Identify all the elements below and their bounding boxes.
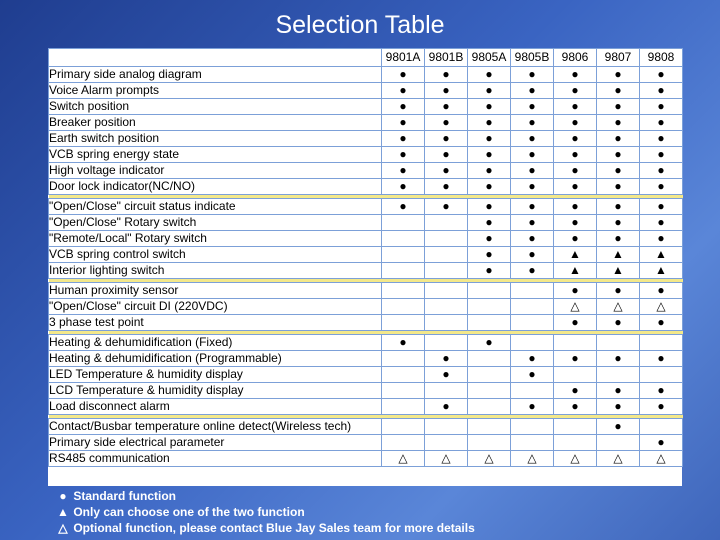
empty-cell xyxy=(468,283,511,299)
empty-cell xyxy=(382,367,425,383)
feature-label: Heating & dehumidification (Fixed) xyxy=(49,335,382,351)
optional-function-icon: △ xyxy=(468,451,511,467)
standard-function-icon: ● xyxy=(597,115,640,131)
choose-one-icon: ▲ xyxy=(597,247,640,263)
header-feature-column xyxy=(49,49,382,67)
empty-cell xyxy=(640,419,683,435)
table-row xyxy=(49,163,683,179)
standard-function-icon: ● xyxy=(511,351,554,367)
empty-cell xyxy=(382,231,425,247)
standard-function-icon: ● xyxy=(425,131,468,147)
standard-function-icon: ● xyxy=(468,179,511,195)
feature-label: "Open/Close" circuit status indicate xyxy=(49,199,382,215)
choose-one-icon: ▲ xyxy=(554,263,597,279)
table-row xyxy=(49,179,683,195)
standard-function-icon: ● xyxy=(511,147,554,163)
table-row xyxy=(49,215,683,231)
table-header-row xyxy=(49,49,683,67)
table-row xyxy=(49,67,683,83)
empty-cell xyxy=(425,419,468,435)
table-row xyxy=(49,199,683,215)
table-row xyxy=(49,299,683,315)
table-row xyxy=(49,83,683,99)
empty-cell xyxy=(382,283,425,299)
feature-label: Interior lighting switch xyxy=(49,263,382,279)
standard-function-icon: ● xyxy=(511,399,554,415)
empty-cell xyxy=(554,435,597,451)
empty-cell xyxy=(511,335,554,351)
table-row xyxy=(49,335,683,351)
optional-function-icon: △ xyxy=(640,299,683,315)
standard-function-icon: ● xyxy=(554,215,597,231)
empty-cell xyxy=(468,367,511,383)
feature-label: VCB spring control switch xyxy=(49,247,382,263)
column-header: 9801A xyxy=(382,49,425,67)
standard-function-icon: ● xyxy=(382,335,425,351)
standard-function-icon: ● xyxy=(511,99,554,115)
feature-label: 3 phase test point xyxy=(49,315,382,331)
empty-cell xyxy=(425,215,468,231)
standard-function-icon: ● xyxy=(511,163,554,179)
empty-cell xyxy=(511,299,554,315)
standard-function-icon: ● xyxy=(597,399,640,415)
standard-function-icon: ● xyxy=(511,199,554,215)
standard-function-icon: ● xyxy=(554,83,597,99)
standard-function-icon: ● xyxy=(640,199,683,215)
empty-cell xyxy=(425,335,468,351)
standard-function-icon: ● xyxy=(554,67,597,83)
feature-label: VCB spring energy state xyxy=(49,147,382,163)
empty-cell xyxy=(597,335,640,351)
optional-function-icon: △ xyxy=(640,451,683,467)
optional-function-icon: △ xyxy=(511,451,554,467)
standard-function-icon: ● xyxy=(425,179,468,195)
table-row xyxy=(49,451,683,467)
empty-cell xyxy=(511,283,554,299)
standard-function-icon: ● xyxy=(425,115,468,131)
table-row xyxy=(49,367,683,383)
standard-function-icon: ● xyxy=(511,115,554,131)
choose-one-icon: ▲ xyxy=(640,247,683,263)
table-row xyxy=(49,351,683,367)
table-row xyxy=(49,99,683,115)
selection-table xyxy=(48,48,683,467)
feature-label: "Open/Close" Rotary switch xyxy=(49,215,382,231)
feature-label: Switch position xyxy=(49,99,382,115)
table-row xyxy=(49,115,683,131)
empty-cell xyxy=(425,231,468,247)
feature-label: "Open/Close" circuit DI (220VDC) xyxy=(49,299,382,315)
choose-one-icon: ▲ xyxy=(640,263,683,279)
standard-function-icon: ● xyxy=(554,351,597,367)
legend-symbol-icon: △ xyxy=(58,521,68,535)
standard-function-icon: ● xyxy=(640,67,683,83)
standard-function-icon: ● xyxy=(640,147,683,163)
empty-cell xyxy=(382,315,425,331)
standard-function-icon: ● xyxy=(640,83,683,99)
empty-cell xyxy=(425,247,468,263)
standard-function-icon: ● xyxy=(468,83,511,99)
standard-function-icon: ● xyxy=(597,67,640,83)
standard-function-icon: ● xyxy=(640,435,683,451)
standard-function-icon: ● xyxy=(511,231,554,247)
standard-function-icon: ● xyxy=(640,399,683,415)
empty-cell xyxy=(425,263,468,279)
empty-cell xyxy=(511,383,554,399)
empty-cell xyxy=(511,419,554,435)
standard-function-icon: ● xyxy=(425,199,468,215)
table-row xyxy=(49,147,683,163)
empty-cell xyxy=(382,263,425,279)
standard-function-icon: ● xyxy=(597,215,640,231)
standard-function-icon: ● xyxy=(554,231,597,247)
table-row xyxy=(49,247,683,263)
empty-cell xyxy=(554,367,597,383)
standard-function-icon: ● xyxy=(640,351,683,367)
standard-function-icon: ● xyxy=(640,179,683,195)
standard-function-icon: ● xyxy=(468,67,511,83)
column-header: 9805B xyxy=(511,49,554,67)
empty-cell xyxy=(597,367,640,383)
empty-cell xyxy=(468,315,511,331)
standard-function-icon: ● xyxy=(597,383,640,399)
optional-function-icon: △ xyxy=(425,451,468,467)
table-row xyxy=(49,283,683,299)
column-header: 9805A xyxy=(468,49,511,67)
table-row xyxy=(49,263,683,279)
legend-symbol-icon: ● xyxy=(59,489,67,503)
standard-function-icon: ● xyxy=(597,163,640,179)
feature-label: Human proximity sensor xyxy=(49,283,382,299)
standard-function-icon: ● xyxy=(554,115,597,131)
empty-cell xyxy=(425,299,468,315)
standard-function-icon: ● xyxy=(554,383,597,399)
standard-function-icon: ● xyxy=(468,215,511,231)
legend-item xyxy=(56,504,696,520)
standard-function-icon: ● xyxy=(554,283,597,299)
standard-function-icon: ● xyxy=(597,351,640,367)
standard-function-icon: ● xyxy=(382,99,425,115)
standard-function-icon: ● xyxy=(640,163,683,179)
standard-function-icon: ● xyxy=(597,199,640,215)
feature-label: Earth switch position xyxy=(49,131,382,147)
empty-cell xyxy=(468,383,511,399)
feature-label: Breaker position xyxy=(49,115,382,131)
feature-label: High voltage indicator xyxy=(49,163,382,179)
standard-function-icon: ● xyxy=(425,83,468,99)
empty-cell xyxy=(640,367,683,383)
empty-cell xyxy=(511,435,554,451)
selection-table-panel xyxy=(48,48,682,486)
empty-cell xyxy=(640,335,683,351)
standard-function-icon: ● xyxy=(640,231,683,247)
empty-cell xyxy=(468,299,511,315)
feature-label: Contact/Busbar temperature online detect(Wireless tech) xyxy=(49,419,382,435)
empty-cell xyxy=(382,435,425,451)
legend-text: Standard function xyxy=(70,489,176,503)
standard-function-icon: ● xyxy=(468,147,511,163)
empty-cell xyxy=(382,399,425,415)
standard-function-icon: ● xyxy=(468,99,511,115)
feature-label: LED Temperature & humidity display xyxy=(49,367,382,383)
standard-function-icon: ● xyxy=(425,351,468,367)
empty-cell xyxy=(425,315,468,331)
table-row xyxy=(49,383,683,399)
standard-function-icon: ● xyxy=(554,179,597,195)
feature-label: Load disconnect alarm xyxy=(49,399,382,415)
standard-function-icon: ● xyxy=(640,315,683,331)
choose-one-icon: ▲ xyxy=(554,247,597,263)
standard-function-icon: ● xyxy=(425,67,468,83)
standard-function-icon: ● xyxy=(640,283,683,299)
standard-function-icon: ● xyxy=(511,131,554,147)
standard-function-icon: ● xyxy=(425,99,468,115)
feature-label: RS485 communication xyxy=(49,451,382,467)
empty-cell xyxy=(382,215,425,231)
optional-function-icon: △ xyxy=(554,451,597,467)
standard-function-icon: ● xyxy=(597,99,640,115)
empty-cell xyxy=(554,419,597,435)
empty-cell xyxy=(382,383,425,399)
legend-text: Only can choose one of the two function xyxy=(70,505,305,519)
empty-cell xyxy=(511,315,554,331)
table-row xyxy=(49,315,683,331)
standard-function-icon: ● xyxy=(511,179,554,195)
standard-function-icon: ● xyxy=(382,199,425,215)
standard-function-icon: ● xyxy=(511,83,554,99)
feature-label: Voice Alarm prompts xyxy=(49,83,382,99)
column-header: 9806 xyxy=(554,49,597,67)
feature-label: Primary side electrical parameter xyxy=(49,435,382,451)
table-row xyxy=(49,131,683,147)
empty-cell xyxy=(382,247,425,263)
feature-label: "Remote/Local" Rotary switch xyxy=(49,231,382,247)
standard-function-icon: ● xyxy=(382,67,425,83)
feature-label: Heating & dehumidification (Programmable) xyxy=(49,351,382,367)
standard-function-icon: ● xyxy=(597,147,640,163)
empty-cell xyxy=(382,299,425,315)
standard-function-icon: ● xyxy=(597,179,640,195)
standard-function-icon: ● xyxy=(554,199,597,215)
standard-function-icon: ● xyxy=(382,115,425,131)
legend-symbol-icon: ▲ xyxy=(57,505,69,519)
empty-cell xyxy=(468,435,511,451)
standard-function-icon: ● xyxy=(554,147,597,163)
standard-function-icon: ● xyxy=(468,115,511,131)
optional-function-icon: △ xyxy=(597,299,640,315)
standard-function-icon: ● xyxy=(425,367,468,383)
standard-function-icon: ● xyxy=(382,163,425,179)
standard-function-icon: ● xyxy=(554,315,597,331)
empty-cell xyxy=(425,283,468,299)
standard-function-icon: ● xyxy=(597,83,640,99)
standard-function-icon: ● xyxy=(382,147,425,163)
standard-function-icon: ● xyxy=(554,99,597,115)
standard-function-icon: ● xyxy=(640,131,683,147)
table-row xyxy=(49,435,683,451)
standard-function-icon: ● xyxy=(640,115,683,131)
optional-function-icon: △ xyxy=(382,451,425,467)
column-header: 9807 xyxy=(597,49,640,67)
feature-label: Primary side analog diagram xyxy=(49,67,382,83)
standard-function-icon: ● xyxy=(640,383,683,399)
standard-function-icon: ● xyxy=(597,131,640,147)
table-row xyxy=(49,419,683,435)
standard-function-icon: ● xyxy=(597,231,640,247)
standard-function-icon: ● xyxy=(468,263,511,279)
table-row xyxy=(49,231,683,247)
standard-function-icon: ● xyxy=(511,247,554,263)
standard-function-icon: ● xyxy=(468,231,511,247)
standard-function-icon: ● xyxy=(425,147,468,163)
empty-cell xyxy=(597,435,640,451)
optional-function-icon: △ xyxy=(597,451,640,467)
empty-cell xyxy=(468,351,511,367)
standard-function-icon: ● xyxy=(382,131,425,147)
standard-function-icon: ● xyxy=(554,399,597,415)
empty-cell xyxy=(425,383,468,399)
empty-cell xyxy=(554,335,597,351)
standard-function-icon: ● xyxy=(640,215,683,231)
table-row xyxy=(49,399,683,415)
standard-function-icon: ● xyxy=(511,367,554,383)
standard-function-icon: ● xyxy=(468,335,511,351)
standard-function-icon: ● xyxy=(425,163,468,179)
empty-cell xyxy=(468,399,511,415)
standard-function-icon: ● xyxy=(597,283,640,299)
standard-function-icon: ● xyxy=(382,179,425,195)
standard-function-icon: ● xyxy=(511,263,554,279)
feature-label: LCD Temperature & humidity display xyxy=(49,383,382,399)
choose-one-icon: ▲ xyxy=(597,263,640,279)
empty-cell xyxy=(468,419,511,435)
legend-text: Optional function, please contact Blue Jay Sales team for more details xyxy=(70,521,475,535)
standard-function-icon: ● xyxy=(597,419,640,435)
standard-function-icon: ● xyxy=(640,99,683,115)
column-header: 9801B xyxy=(425,49,468,67)
empty-cell xyxy=(425,435,468,451)
standard-function-icon: ● xyxy=(468,163,511,179)
empty-cell xyxy=(382,351,425,367)
page-title: Selection Table xyxy=(275,11,445,39)
legend-item xyxy=(56,488,696,504)
standard-function-icon: ● xyxy=(382,83,425,99)
standard-function-icon: ● xyxy=(468,131,511,147)
standard-function-icon: ● xyxy=(468,247,511,263)
standard-function-icon: ● xyxy=(554,131,597,147)
standard-function-icon: ● xyxy=(511,67,554,83)
feature-label: Door lock indicator(NC/NO) xyxy=(49,179,382,195)
legend xyxy=(56,488,696,536)
column-header: 9808 xyxy=(640,49,683,67)
standard-function-icon: ● xyxy=(597,315,640,331)
legend-item xyxy=(56,520,696,536)
standard-function-icon: ● xyxy=(425,399,468,415)
standard-function-icon: ● xyxy=(511,215,554,231)
standard-function-icon: ● xyxy=(554,163,597,179)
empty-cell xyxy=(382,419,425,435)
standard-function-icon: ● xyxy=(468,199,511,215)
optional-function-icon: △ xyxy=(554,299,597,315)
